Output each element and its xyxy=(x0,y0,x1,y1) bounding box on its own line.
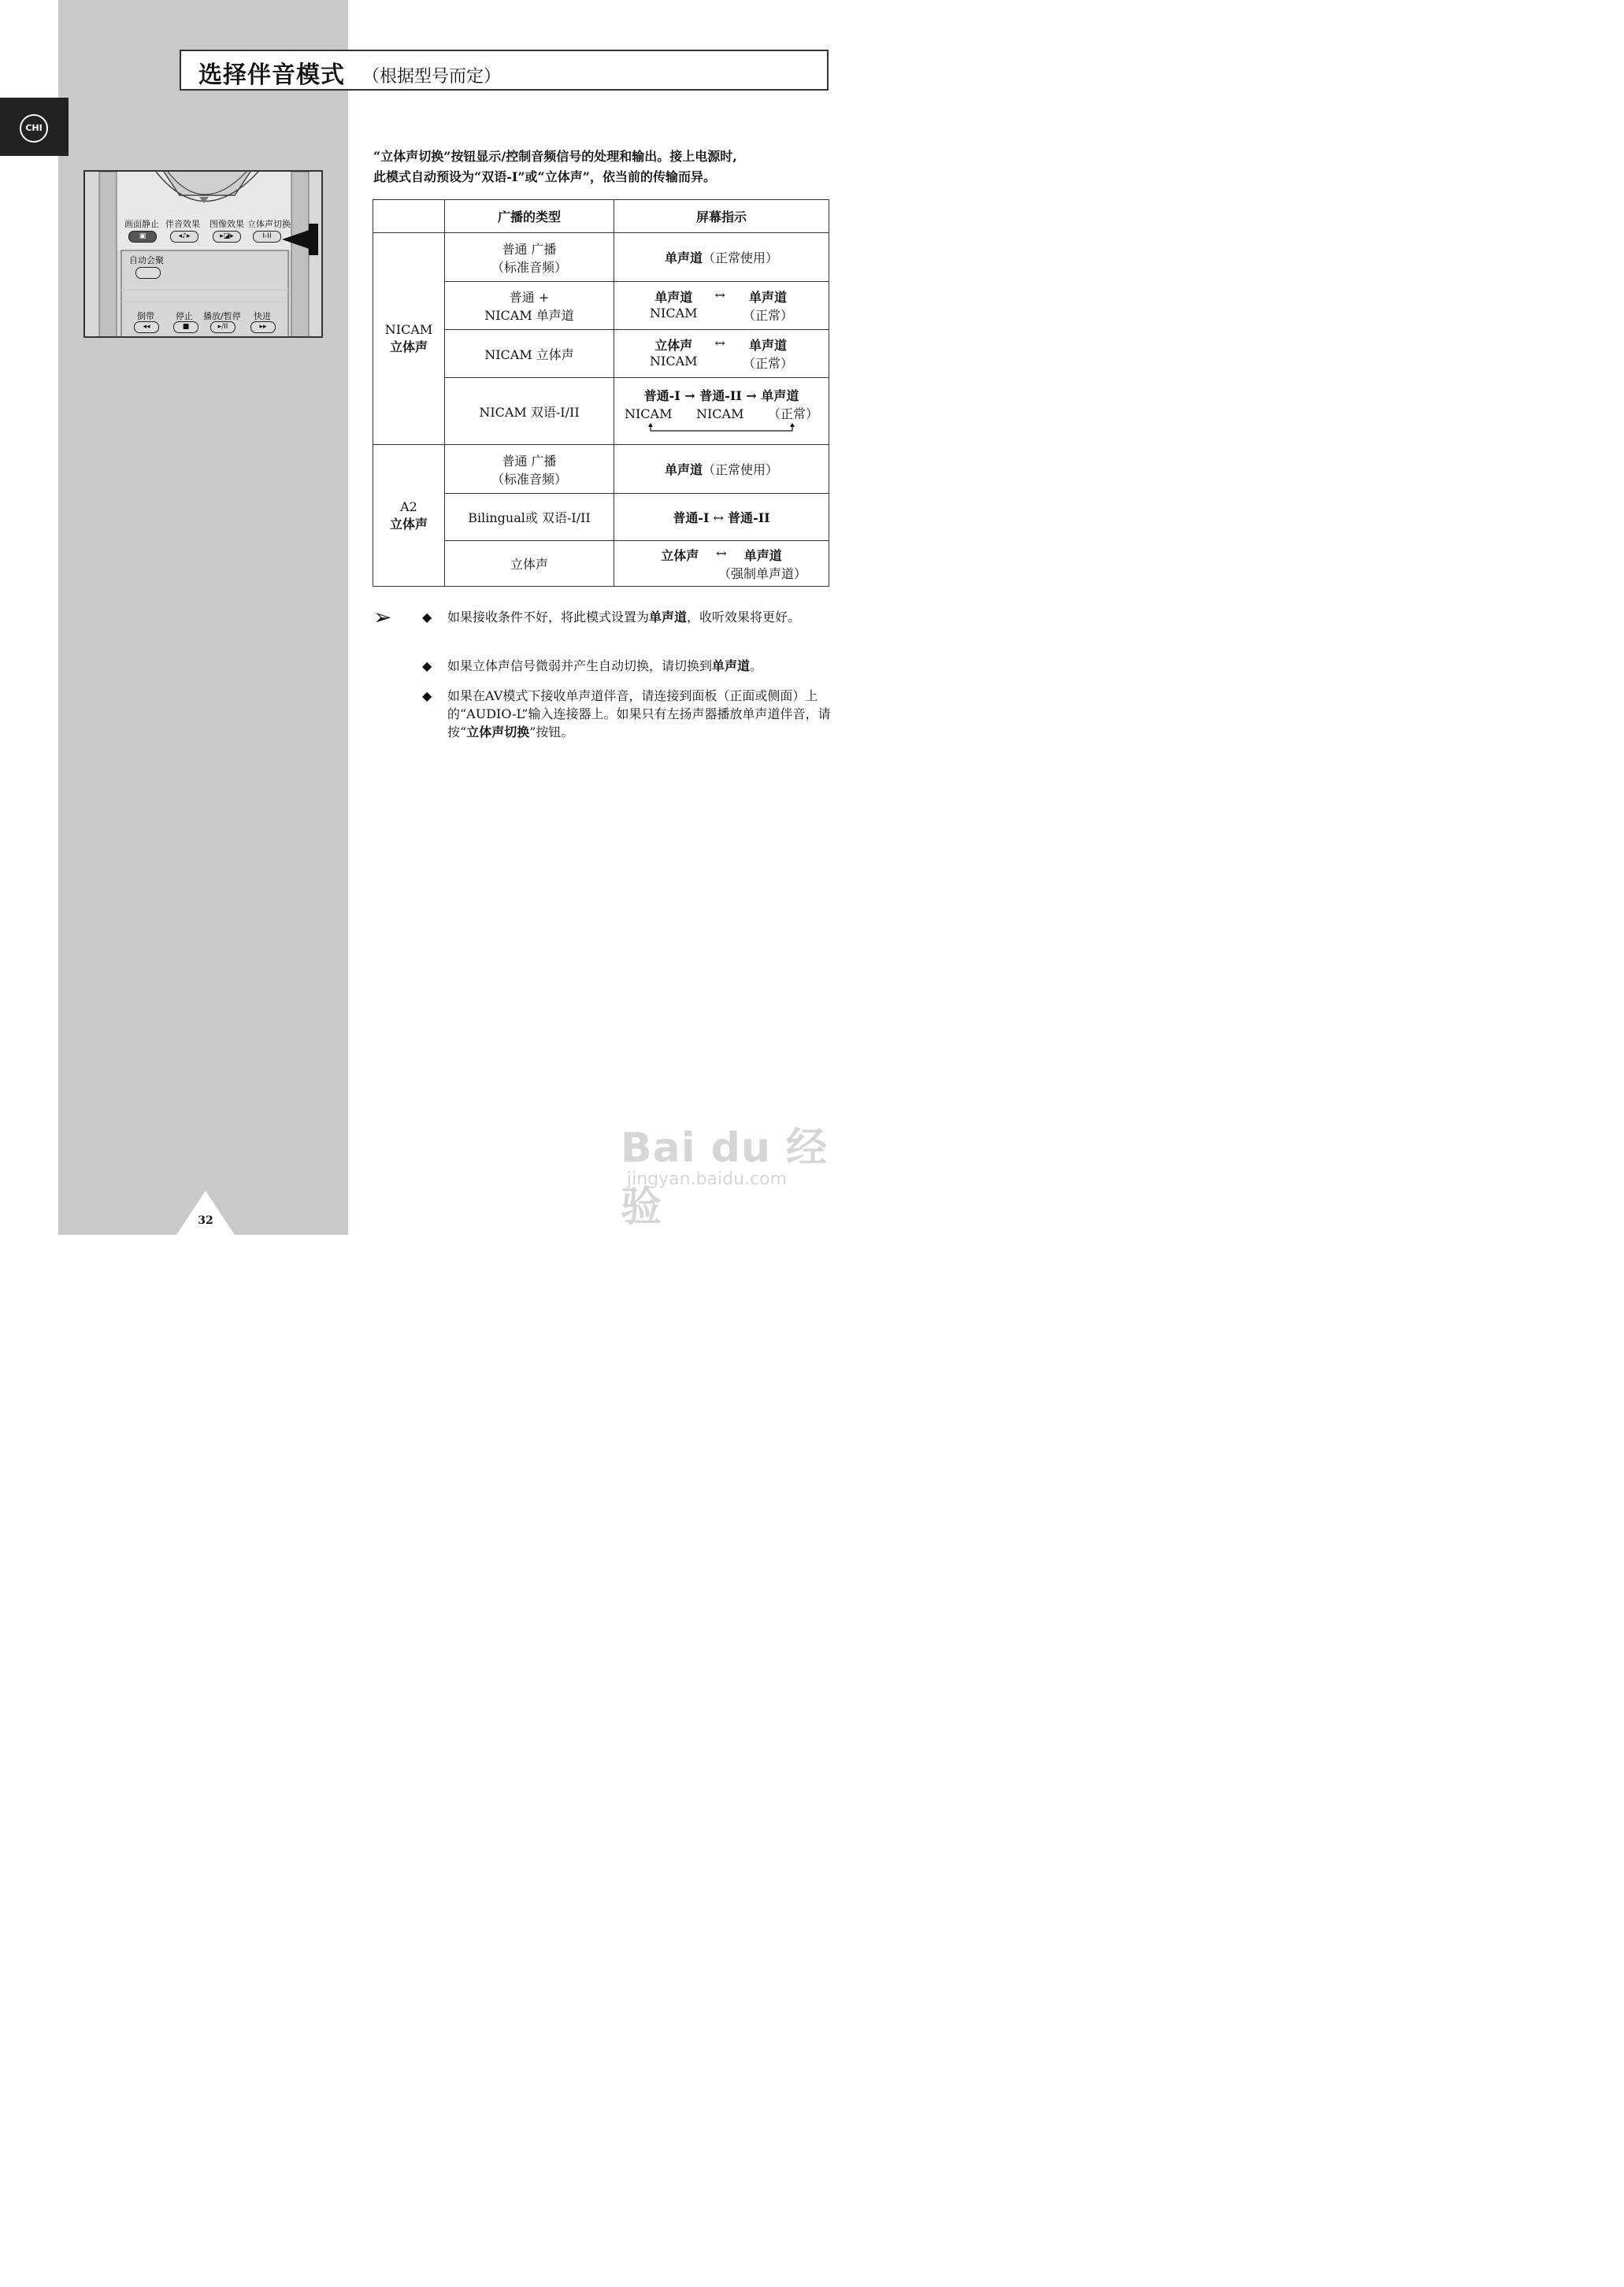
intro-line-1: “立体声切换”按钮显示/控制音频信号的处理和输出。接上电源时, xyxy=(373,149,737,164)
type-line: NICAM 双语-I/II xyxy=(479,404,580,420)
type-cell xyxy=(445,378,614,445)
type-cell xyxy=(445,541,614,587)
display-stereo: 立体声 xyxy=(654,338,693,353)
display-mono: 单声道 xyxy=(748,338,787,353)
remote-picture-effect-button: ▸◪▸ xyxy=(213,231,241,243)
note-text: 如果接收条件不好，将此模式设置为单声道，收听效果将更好。 xyxy=(447,610,801,625)
intro-line-2: 此模式自动预设为“双语-I”或“立体声”，依当前的传输而异。 xyxy=(373,169,716,184)
group-nicam-subname: 立体声 xyxy=(389,339,428,354)
display-bilingual-b: 普通-II xyxy=(728,510,770,525)
type-cell xyxy=(445,233,614,282)
display-cell xyxy=(614,541,829,587)
type-line: 普通 + xyxy=(509,290,550,305)
remote-play-pause-button: ▸/II xyxy=(210,321,235,333)
remote-label-sound-effect: 伴音效果 xyxy=(165,219,200,229)
remote-label-play-pause: 播放/暂停 xyxy=(203,311,241,321)
language-tab-label: CHI xyxy=(20,114,48,143)
page-title: 选择伴音模式 xyxy=(198,61,345,89)
remote-label-picture-effect: 图像效果 xyxy=(209,219,244,229)
display-bilingual-a: 普通-I xyxy=(673,510,710,525)
page-number-marker xyxy=(176,1191,235,1235)
type-cell xyxy=(445,330,614,378)
display-forced-mono: （强制单声道） xyxy=(717,565,806,581)
type-cell xyxy=(445,494,614,541)
display-cell xyxy=(614,494,829,541)
group-a2-name: A2 xyxy=(400,499,417,514)
display-cell xyxy=(614,330,829,378)
remote-label-rewind: 倒带 xyxy=(137,311,154,321)
note-text: 如果在AV模式下接收单声道伴音，请连接到面板（正面或侧面）上的“AUDIO-L”输入连接器上。如果只有左扬声器播放单声道伴音，请按“立体声切换”按钮。 xyxy=(447,688,831,739)
note-pointer-icon: ➢ xyxy=(373,604,392,630)
group-a2-cell xyxy=(373,445,445,587)
remote-label-freeze: 画面静止 xyxy=(124,219,159,229)
display-normal: （正常） xyxy=(742,308,793,323)
display-normal-use: （正常使用） xyxy=(703,462,779,477)
display-mono: 单声道 xyxy=(664,462,703,477)
display-arrow: ↔ xyxy=(713,510,724,525)
display-cell xyxy=(614,233,829,282)
intro-paragraph xyxy=(373,146,830,187)
note-text: 如果立体声信号微弱并产生自动切换，请切换到单声道。 xyxy=(447,658,763,673)
type-line: （标准音频） xyxy=(491,259,567,275)
type-cell xyxy=(445,282,614,330)
display-normal: （正常） xyxy=(742,356,793,371)
display-nicam: NICAM xyxy=(650,354,698,369)
baidu-watermark xyxy=(621,1114,866,1232)
remote-fast-forward-button: ▸▸ xyxy=(250,321,276,333)
table-header-row xyxy=(373,200,829,233)
display-cell xyxy=(614,378,829,445)
table-row xyxy=(373,233,829,282)
type-line: 立体声 xyxy=(510,557,548,572)
group-a2-subname: 立体声 xyxy=(389,516,428,532)
group-nicam-cell xyxy=(373,233,445,445)
remote-freeze-button: ▣ xyxy=(128,231,157,243)
display-pair xyxy=(614,335,829,372)
type-line: 普通 广播 xyxy=(502,453,557,469)
remote-stop-button: ■ xyxy=(173,321,198,333)
table-header-screen-display: 屏幕指示 xyxy=(614,200,829,233)
group-nicam-name: NICAM xyxy=(384,322,433,337)
display-pair xyxy=(614,287,829,324)
display-normal-use: （正常使用） xyxy=(703,250,779,265)
page-subtitle: （根据型号而定） xyxy=(362,67,502,87)
remote-stereo-switch-button: I-II xyxy=(253,231,281,243)
display-nicam: NICAM xyxy=(650,306,698,321)
type-line: （标准音频） xyxy=(491,471,567,487)
display-mono: 单声道 xyxy=(664,250,703,265)
type-line: Bilingual或 双语-I/II xyxy=(468,510,591,525)
watermark-logo-text: Bai du 经验 xyxy=(621,1125,828,1231)
remote-sound-effect-button: ◂♪▸ xyxy=(170,231,198,243)
watermark-url: jingyan.baidu.com xyxy=(627,1169,788,1189)
table-row xyxy=(373,445,829,494)
display-loop-arrow xyxy=(647,423,796,434)
remote-rewind-button: ◂◂ xyxy=(134,321,159,333)
display-cell xyxy=(614,282,829,330)
display-arrow: ↔ xyxy=(714,335,725,350)
display-mono: 单声道 xyxy=(748,290,787,305)
sound-mode-table xyxy=(373,199,829,587)
remote-autofocus-button xyxy=(135,267,161,279)
table-header-broadcast-type: 广播的类型 xyxy=(445,200,614,233)
type-cell xyxy=(445,445,614,494)
remote-label-fast-forward: 快进 xyxy=(254,311,271,321)
remote-label-stereo-switch: 立体声切换 xyxy=(247,219,291,229)
display-arrow: ↔ xyxy=(714,287,725,302)
diamond-bullet-icon: ◆ xyxy=(422,688,432,703)
type-line: 普通 广播 xyxy=(502,241,557,257)
display-mono: 单声道 xyxy=(743,547,782,563)
remote-label-autofocus: 自动会聚 xyxy=(129,255,164,265)
type-line: NICAM 单声道 xyxy=(484,308,574,323)
display-dual-sub: NICAM NICAM （正常） xyxy=(624,406,819,421)
diamond-bullet-icon: ◆ xyxy=(422,610,432,625)
table-header-empty xyxy=(373,200,445,233)
display-pair xyxy=(614,546,829,564)
display-mono: 单声道 xyxy=(654,290,693,305)
display-dual-sequence: 普通-I → 普通-II → 单声道 xyxy=(643,387,799,403)
display-stereo: 立体声 xyxy=(661,547,699,563)
diamond-bullet-icon: ◆ xyxy=(422,658,432,673)
remote-illustration xyxy=(83,170,323,338)
remote-label-stop: 停止 xyxy=(176,311,193,321)
type-line: NICAM 立体声 xyxy=(484,347,574,362)
display-arrow: ↔ xyxy=(716,545,727,561)
page-number: 32 xyxy=(198,1214,213,1227)
display-cell xyxy=(614,445,829,494)
